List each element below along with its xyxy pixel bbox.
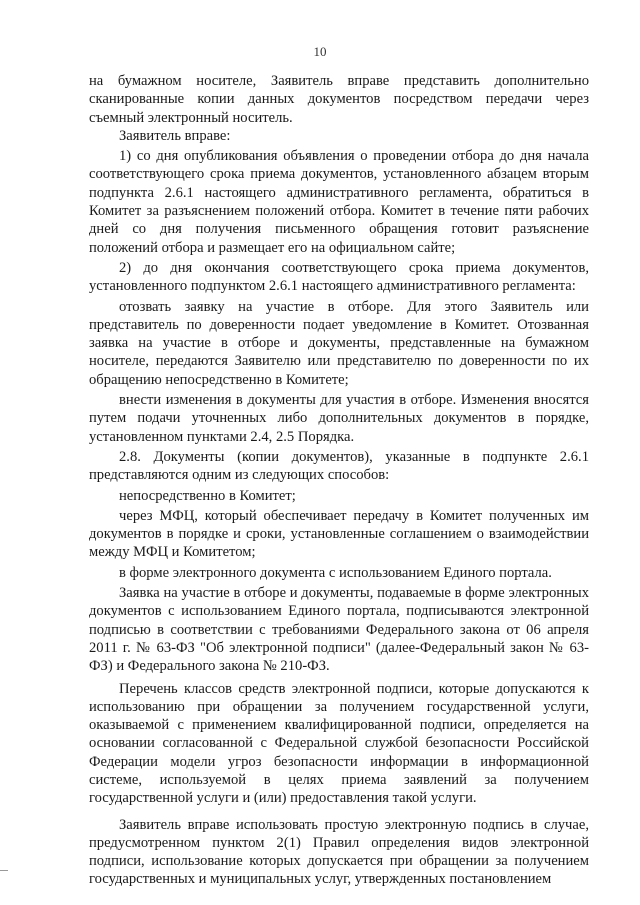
paragraph-3: 1) со дня опубликования объявления о проведении отбора до дня начала соответствующего срока приема документов, установленного абзацем вторым подпункта 2.6.1 настоящего административного регламента, обратиться в Комитет за разъяснением положений отбора. Комитет в течение пяти рабочих дней со дня получения письменного обращения готовит разъяснение положений отбора и размещает его на официальном сайте;	[89, 148, 589, 256]
paragraph-8: непосредственно в Комитет;	[119, 487, 296, 504]
paragraph-4: 2) до дня окончания соответствующего срока приема документов, установленного подпунктом 2.6.1 настоящего административного регламента:	[89, 259, 589, 295]
paragraph-11: Заявка на участие в отборе и документы, подаваемые в форме электронных документов с использованием Единого портала, подписываются электронной подписью в соответствии с требованиями Федерального закона от 06 апреля 2011 г. № 63-ФЗ "Об электронной подписи" (далее-Федеральный закон № 63-ФЗ) и Федерального закона № 210-ФЗ.	[89, 585, 589, 675]
paragraph-2: Заявитель вправе:	[119, 127, 231, 144]
paragraph-13: Заявитель вправе использовать простую электронную подпись в случае, предусмотренном пунктом 2(1) Правил определения видов электронной подписи, использование которых допускается при обращении за получением государственных и муниципальных услуг, утвержденных постановлением	[89, 816, 589, 888]
paragraph-10: в форме электронного документа с использованием Единого портала.	[119, 564, 552, 581]
paragraph-5: отозвать заявку на участие в отборе. Для этого Заявитель или представитель по доверенности подает уведомление в Комитет. Отозванная заявка на участие в отборе и документы, представленные на бумажном носителе, передаются Заявителю или представителю по доверенности по их обращению непосредственно в Комитете;	[89, 298, 589, 388]
paragraph-7: 2.8. Документы (копии документов), указанные в подпункте 2.6.1 представляются одним из следующих способов:	[89, 448, 589, 484]
paragraph-9: через МФЦ, который обеспечивает передачу в Комитет полученных им документов в порядке и сроки, установленные соглашением о взаимодействии между МФЦ и Комитетом;	[89, 507, 589, 561]
scan-edge-mark	[0, 870, 8, 871]
document-body	[89, 72, 589, 889]
paragraph-6: внести изменения в документы для участия в отборе. Изменения вносятся путем подачи уточненных либо дополнительных документов в порядке, установленном пунктами 2.4, 2.5 Порядка.	[89, 392, 589, 445]
page-number: 10	[313, 44, 327, 59]
paragraph-12: Перечень классов средств электронной подписи, которые допускаются к использованию при обращении за получением государственной услуги, оказываемой с применением квалифицированной подписи, определяется на основании согласованной с Федеральной службой безопасности Российской Федерации модели угроз безопасности информации в информационной системе, используемой в целях приема заявлений за получением государственной услуги и (или) предоставления такой услуги.	[89, 680, 589, 807]
paragraph-1: на бумажном носителе, Заявитель вправе представить дополнительно сканированные копии данных документов посредством передачи через съемный электронный носитель.	[89, 73, 589, 126]
